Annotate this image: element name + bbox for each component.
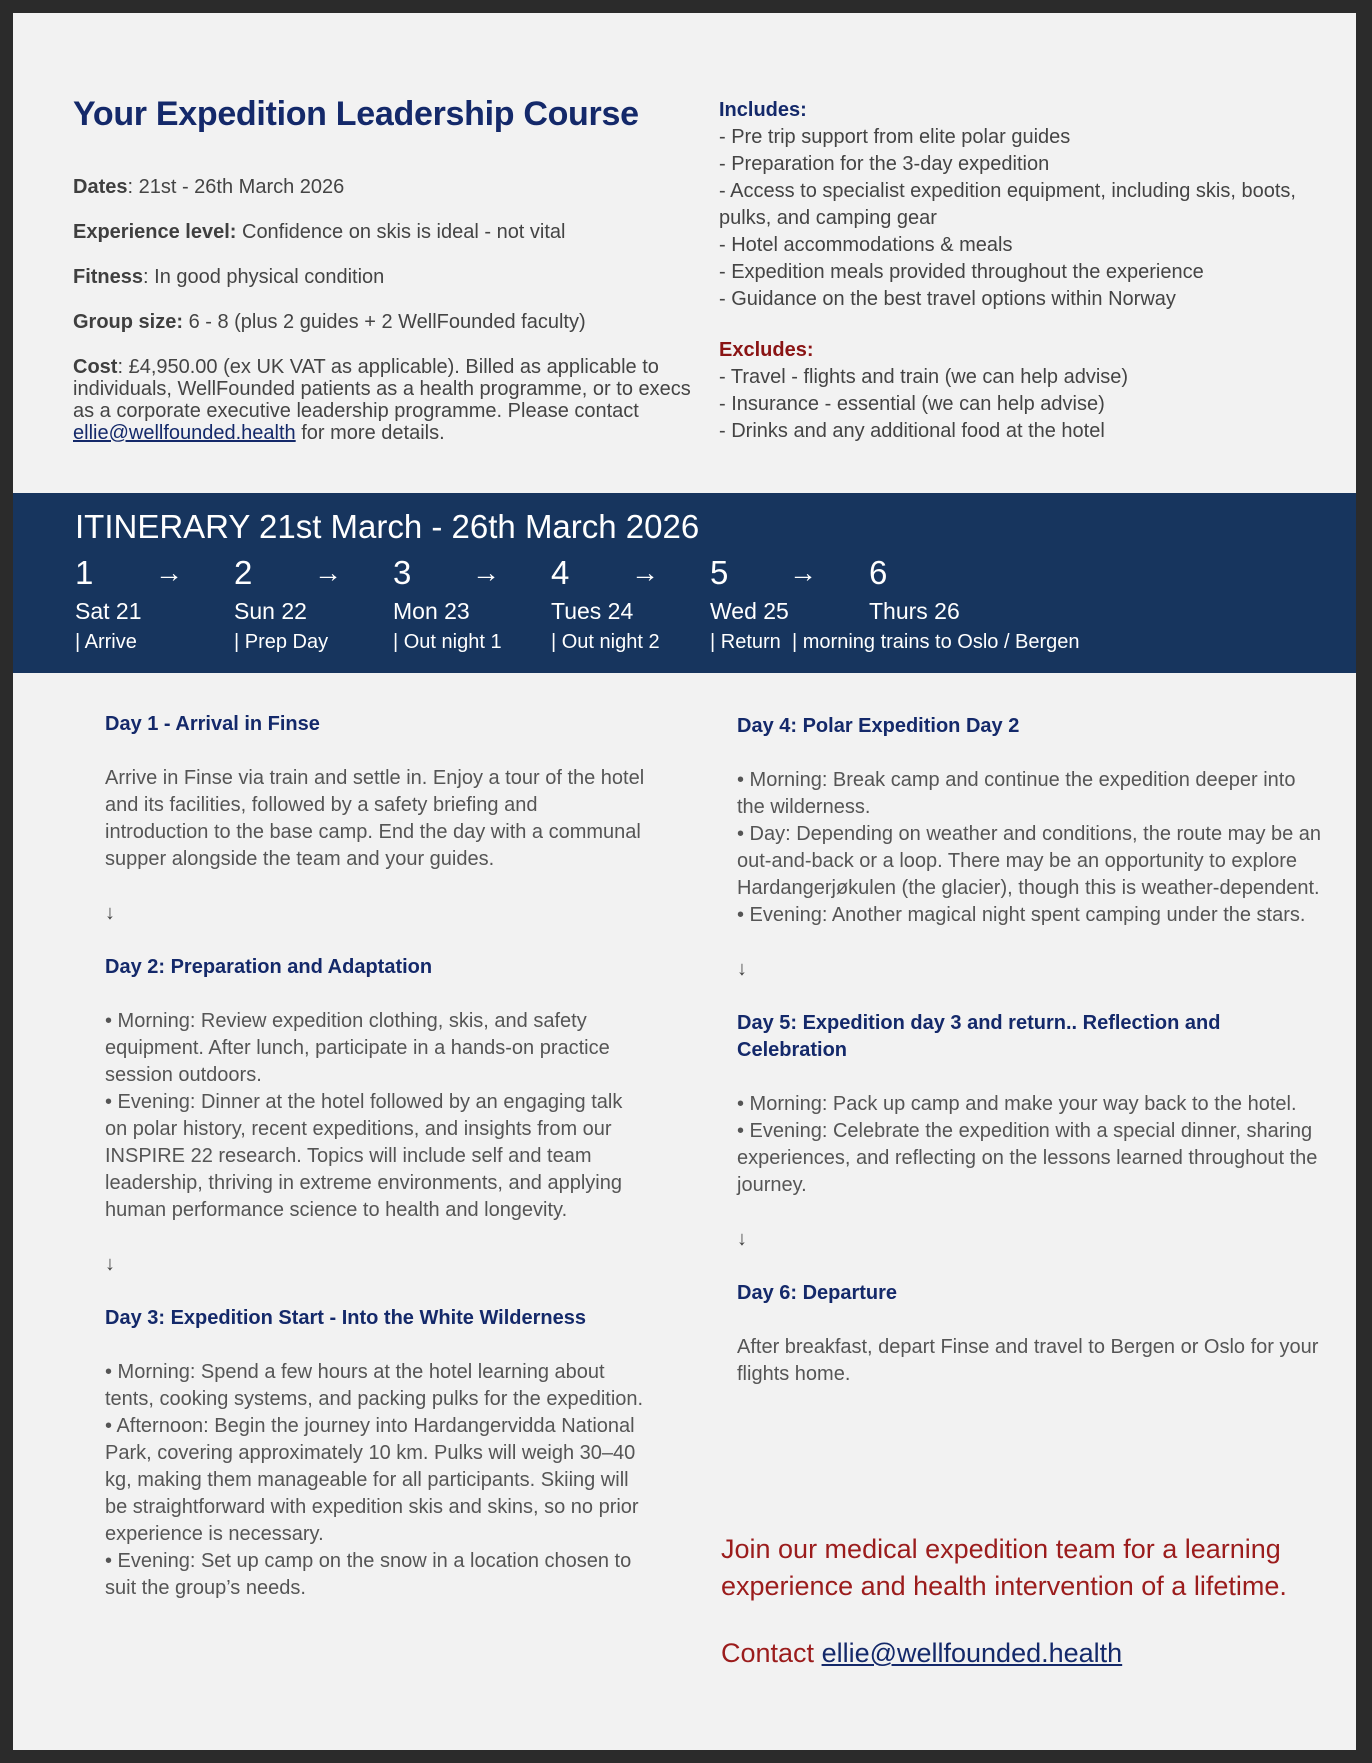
course-facts [73, 95, 693, 466]
right-arrow-icon: → [472, 557, 500, 588]
list-item: - Hotel accommodations & meals [719, 234, 1013, 256]
page-title: Your Expedition Leadership Course [73, 95, 639, 133]
fitness-fact [73, 266, 693, 289]
right-arrow-icon: → [314, 557, 342, 588]
cost-label: Cost [73, 356, 118, 378]
day-3-line: • Morning: Spend a few hours at the hotel learning about tents, cooking systems, and packing pulks for the expedition. [105, 1361, 644, 1410]
step-note: | Out night 2 [551, 631, 660, 653]
step-day: Tues 24 [551, 598, 634, 624]
dates-value: : 21st - 26th March 2026 [127, 176, 345, 198]
day-2-line: • Evening: Dinner at the hotel followed by an engaging talk on polar history, recent expeditions, and insights from our INSPIRE 22 research. Topics will include self and team leadership, thriving in extreme environments, and applying human performance science to health and longevity. [105, 1091, 623, 1221]
itinerary-days-left [105, 711, 645, 1602]
day-4-section [737, 713, 1327, 929]
cta-text: Join our medical expedition team for a learning experience and health intervention of a lifetime. [721, 1534, 1287, 1601]
includes-heading: Includes: [719, 99, 807, 121]
itinerary-days-right [737, 713, 1327, 1388]
step-number: 3 [393, 554, 412, 591]
group-size-value: 6 - 8 (plus 2 guides + 2 WellFounded faculty) [183, 311, 586, 333]
day-4-line: • Day: Depending on weather and conditions, the route may be an out-and-back or a loop. There may be an opportunity to explore Hardangerjøkulen (the glacier), though this is weather-dependent. [737, 823, 1322, 899]
itinerary-band [13, 493, 1356, 673]
course-summary [13, 13, 1356, 493]
day-1-title: Day 1 - Arrival in Finse [105, 713, 320, 735]
day-4-line: • Evening: Another magical night spent camping under the stars. [737, 904, 1306, 926]
excludes-list [719, 364, 1319, 445]
day-5-title: Day 5: Expedition day 3 and return.. Reflection and Celebration [737, 1012, 1221, 1061]
list-item: - Expedition meals provided throughout the experience [719, 261, 1204, 283]
day-3-section [105, 1305, 645, 1602]
day-2-line: • Morning: Review expedition clothing, skis, and safety equipment. After lunch, participate in a hands-on practice session outdoors. [105, 1010, 610, 1086]
right-arrow-icon: → [631, 557, 659, 588]
day-5-line: • Morning: Pack up camp and make your way back to the hotel. [737, 1093, 1297, 1115]
cost-fact [73, 356, 693, 444]
down-arrow-icon: ↓ [737, 1228, 747, 1250]
day-3-line: • Evening: Set up camp on the snow in a location chosen to suit the group’s needs. [105, 1550, 632, 1599]
list-item: - Guidance on the best travel options within Norway [719, 288, 1176, 310]
day-1-body: Arrive in Finse via train and settle in. Enjoy a tour of the hotel and its facilities, followed by a safety briefing and introduction to the base camp. End the day with a communal supper alongside the team and your guides. [105, 767, 645, 870]
list-item: - Access to specialist expedition equipment, including skis, boots, pulks, and camping gear [719, 180, 1296, 229]
cost-value: : £4,950.00 (ex UK VAT as applicable). Billed as applicable to individuals, WellFounded patients as a health programme, or to execs as a corporate executive leadership programme. Please contact [73, 356, 691, 422]
day-2-section [105, 954, 645, 1224]
inclusions [719, 97, 1319, 445]
step-note: | Arrive [75, 631, 137, 653]
step-day: Sun 22 [234, 598, 307, 624]
cost-tail: for more details. [295, 422, 445, 444]
call-to-action [721, 1531, 1361, 1671]
step-day: Mon 23 [393, 598, 470, 624]
dates-fact [73, 176, 693, 199]
step-number: 4 [551, 554, 570, 591]
group-size-label: Group size: [73, 311, 184, 333]
includes-list [719, 124, 1319, 313]
down-arrow-icon: ↓ [105, 1253, 115, 1275]
step-day: Thurs 26 [869, 598, 960, 624]
excludes-heading: Excludes: [719, 339, 814, 361]
step-number: 1 [75, 554, 94, 591]
down-arrow-icon: ↓ [105, 902, 115, 924]
day-3-title: Day 3: Expedition Start - Into the White Wilderness [105, 1307, 586, 1329]
day-2-title: Day 2: Preparation and Adaptation [105, 956, 433, 978]
list-item: - Travel - flights and train (we can help advise) [719, 366, 1129, 388]
day-4-title: Day 4: Polar Expedition Day 2 [737, 715, 1020, 737]
list-item: - Insurance - essential (we can help advise) [719, 393, 1105, 415]
day-1-section [105, 711, 645, 873]
right-arrow-icon: → [155, 557, 183, 588]
page [13, 13, 1356, 1750]
group-size-fact [73, 311, 693, 334]
step-number: 5 [710, 554, 729, 591]
fitness-label: Fitness [73, 266, 144, 288]
day-4-line: • Morning: Break camp and continue the expedition deeper into the wilderness. [737, 769, 1296, 818]
cta-contact-label: Contact [721, 1638, 822, 1668]
day-3-line: • Afternoon: Begin the journey into Hardangervidda National Park, covering approximately 10 km. Pulks will weigh 30–40 kg, making them manageable for all participants. Skiing will be straightforward with expedition skis and skins, so no prior experience is necessary. [105, 1415, 639, 1545]
cost-email-link[interactable]: ellie@wellfounded.health [73, 422, 296, 444]
step-day: Wed 25 [710, 598, 789, 624]
dates-label: Dates [73, 176, 128, 198]
step-day: Sat 21 [75, 598, 142, 624]
step-note: | Out night 1 [393, 631, 502, 653]
down-arrow-icon: ↓ [737, 958, 747, 980]
right-arrow-icon: → [789, 557, 817, 588]
cta-contact [721, 1635, 1361, 1671]
experience-fact [73, 221, 693, 244]
list-item: - Drinks and any additional food at the hotel [719, 420, 1105, 442]
step-note: | Return [710, 631, 781, 653]
list-item: - Preparation for the 3-day expedition [719, 153, 1050, 175]
day-5-line: • Evening: Celebrate the expedition with a special dinner, sharing experiences, and reflecting on the lessons learned throughout the journey. [737, 1120, 1318, 1196]
itinerary-step-6 [792, 553, 1289, 654]
experience-value: Confidence on skis is ideal - not vital [236, 221, 566, 243]
step-number: 6 [869, 554, 888, 591]
list-item: - Pre trip support from elite polar guides [719, 126, 1071, 148]
cta-email-link[interactable]: ellie@wellfounded.health [821, 1638, 1123, 1668]
step-note: | morning trains to Oslo / Bergen [792, 631, 1080, 653]
itinerary-title: ITINERARY 21st March - 26th March 2026 [75, 508, 700, 545]
day-6-title: Day 6: Departure [737, 1282, 898, 1304]
day-5-section [737, 1010, 1327, 1199]
day-6-section [737, 1280, 1327, 1388]
step-note: | Prep Day [234, 631, 329, 653]
step-number: 2 [234, 554, 253, 591]
fitness-value: : In good physical condition [143, 266, 385, 288]
day-6-body: After breakfast, depart Finse and travel to Bergen or Oslo for your flights home. [737, 1336, 1319, 1385]
experience-label: Experience level: [73, 221, 237, 243]
